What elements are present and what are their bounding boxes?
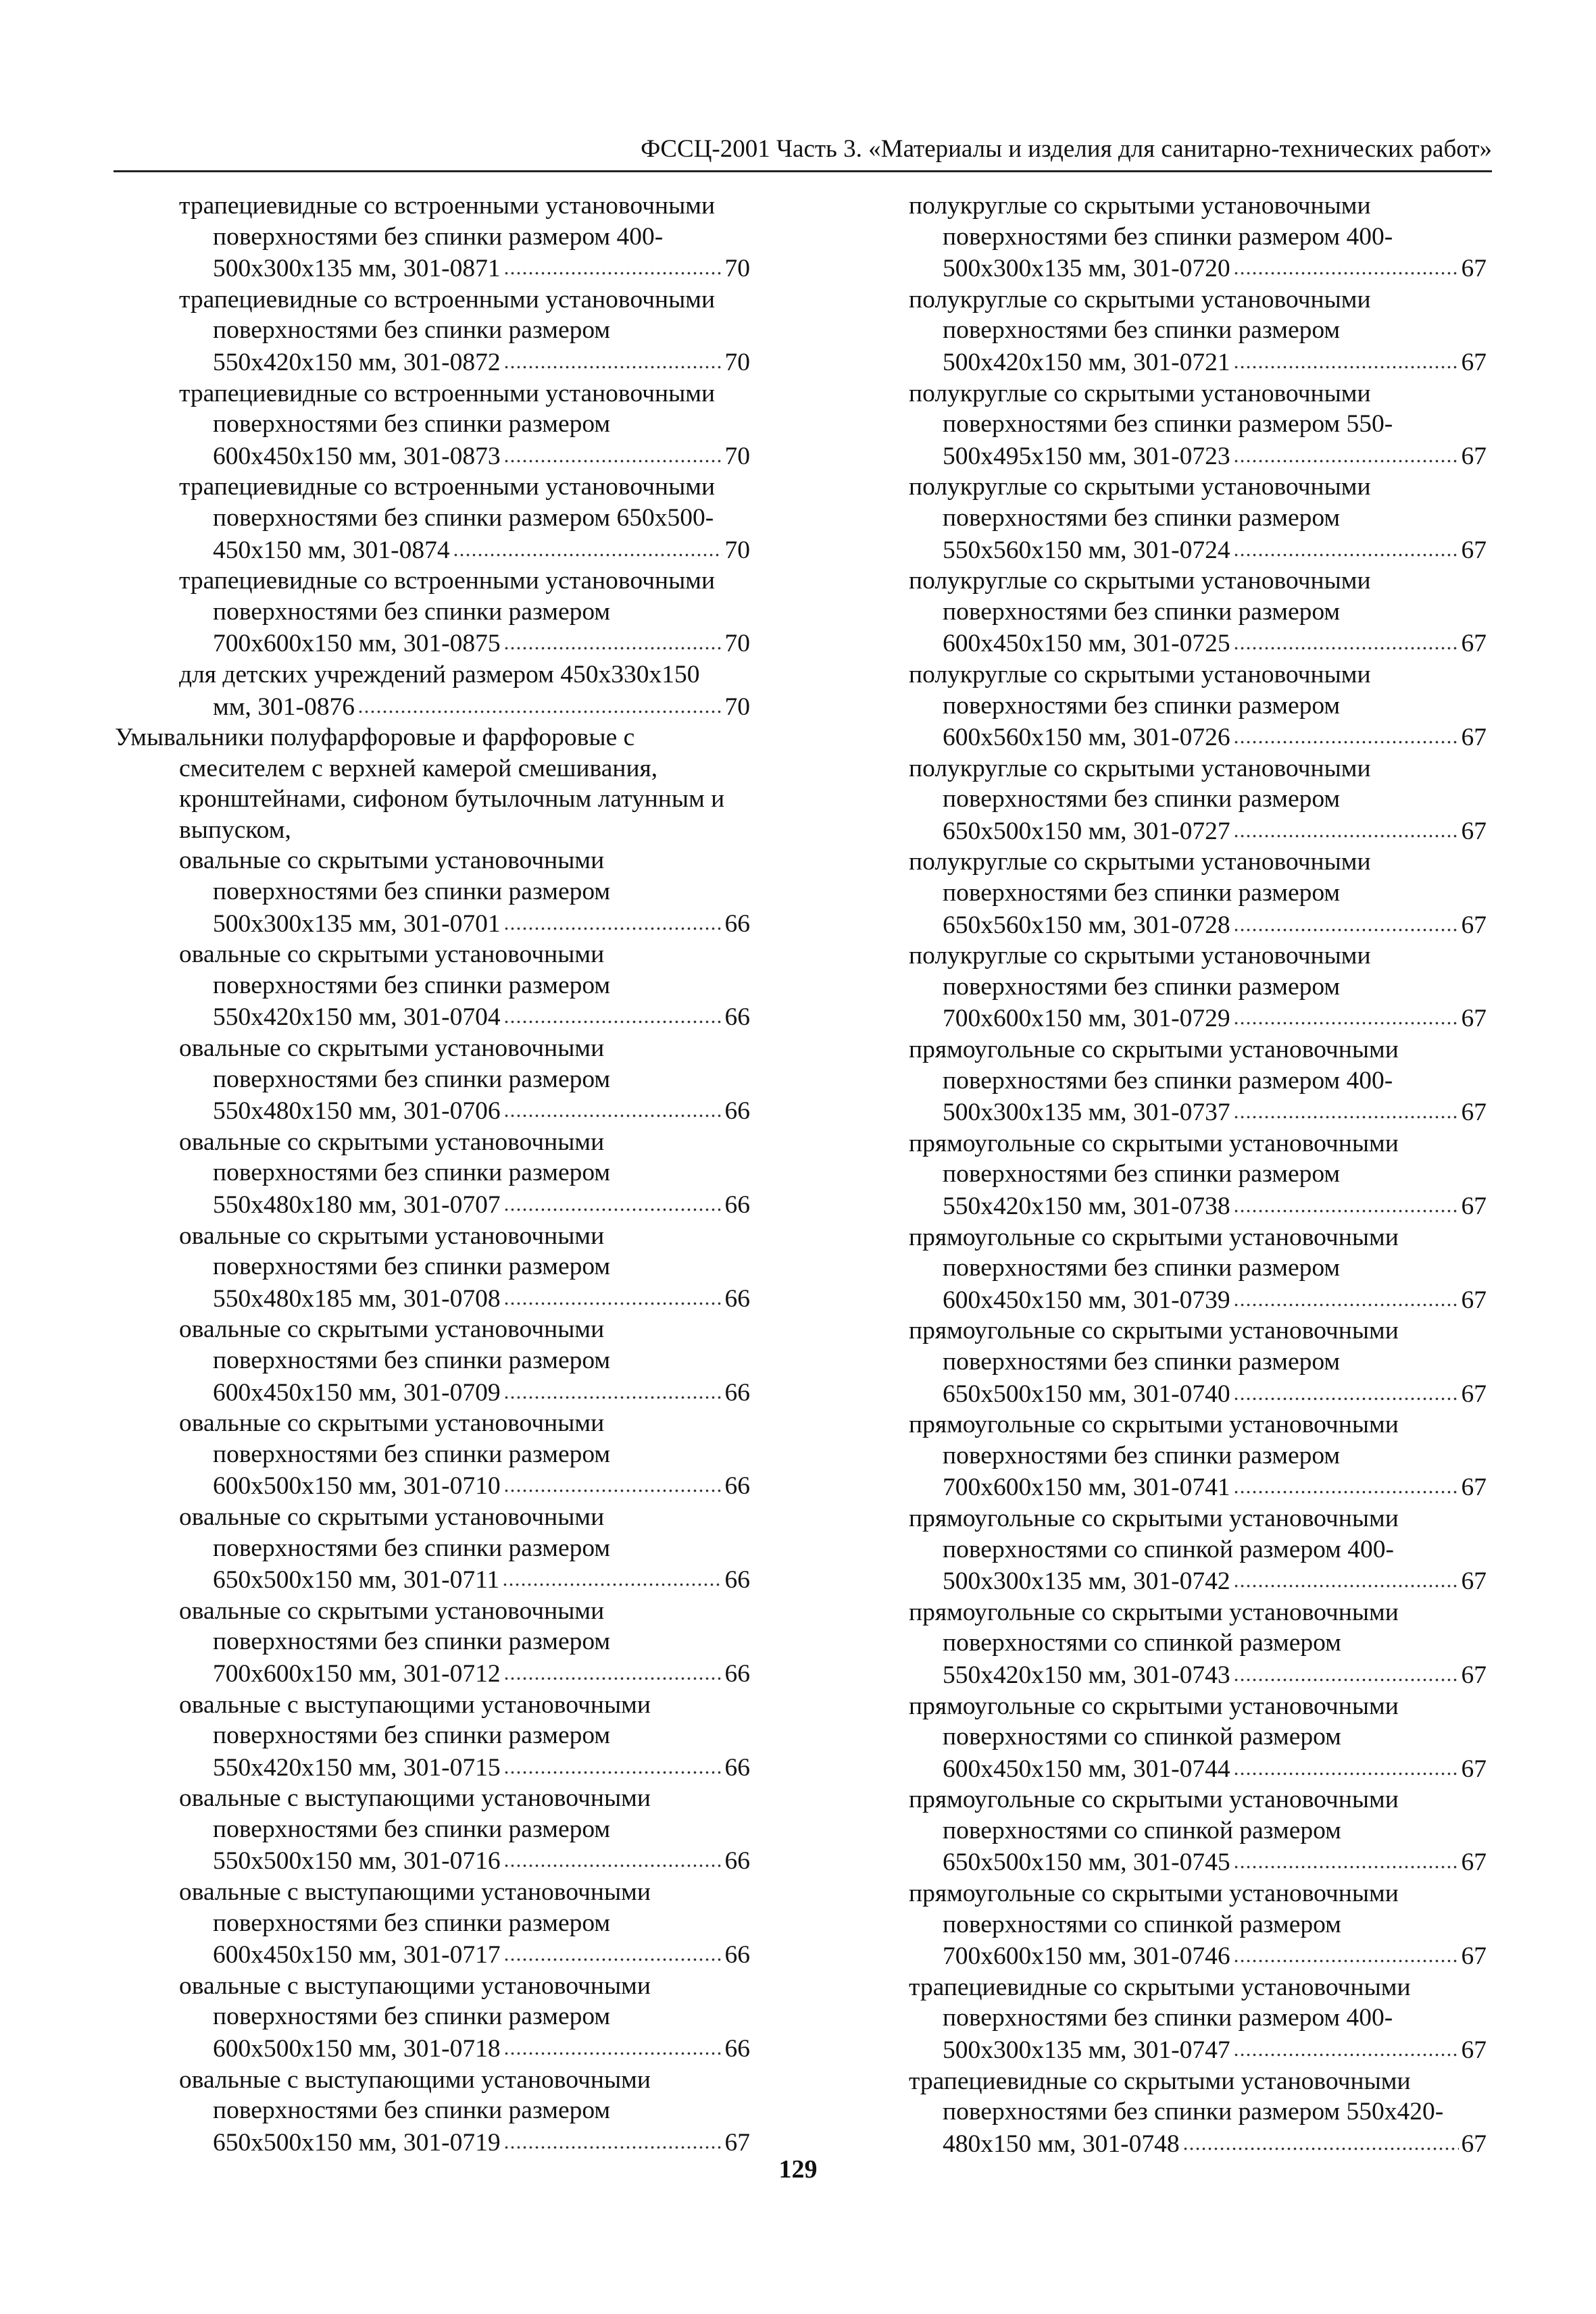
entry-line: поверхностями со спинкой размером (943, 1629, 1341, 1657)
entry-page-ref: 67 (1461, 1099, 1487, 1127)
entry-line: поверхностями без спинки размером (213, 1909, 611, 1937)
entry-line: 550x500x150 мм, 301-0716 (213, 1847, 501, 1876)
entry-line: 450x150 мм, 301-0874 (213, 536, 450, 564)
entry-last-line (179, 690, 750, 723)
entry-last-line (179, 346, 750, 378)
entry-last-line (179, 2032, 750, 2065)
entry-line: 650x560x150 мм, 301-0728 (943, 911, 1230, 939)
entry-line: овальные со скрытыми установочными (179, 1222, 605, 1250)
entry-line: поверхностями без спинки размером (213, 410, 611, 438)
entry-last-line (179, 627, 750, 659)
index-entry (115, 1971, 750, 2065)
entry-page-ref: 70 (724, 536, 750, 564)
entry-last-line (909, 1565, 1487, 1597)
entry-line: поверхностями без спинки размером (943, 1347, 1341, 1376)
entry-line: 600x560x150 мм, 301-0726 (943, 724, 1230, 752)
entry-line: трапециевидные со встроенными установочными (179, 473, 716, 501)
entry-line: трапециевидные со скрытыми установочными (909, 1973, 1411, 2001)
entry-page-ref: 67 (1461, 2036, 1487, 2065)
entry-line: 650x500x150 мм, 301-0727 (943, 817, 1230, 845)
index-entry (115, 845, 750, 939)
entry-last-line (909, 1940, 1487, 1972)
index-entry (909, 472, 1487, 565)
entry-line: полукруглые со скрытыми установочными (909, 285, 1371, 313)
index-entry (115, 1783, 750, 1877)
index-entry (115, 1596, 750, 1690)
entry-line: полукруглые со скрытыми установочными (909, 754, 1371, 782)
entry-line: поверхностями со спинкой размером 400- (943, 1535, 1394, 1563)
dot-leader (1233, 534, 1459, 558)
entry-line: 700x600x150 мм, 301-0746 (943, 1942, 1230, 1971)
entry-line: 600x450x150 мм, 301-0725 (943, 630, 1230, 658)
entry-line: полукруглые со скрытыми установочными (909, 942, 1371, 970)
entry-line: поверхностями без спинки размером (213, 1721, 611, 1750)
index-entry (115, 191, 750, 284)
dot-leader (1233, 909, 1459, 933)
entry-page-ref: 70 (724, 442, 750, 470)
index-entry (115, 284, 750, 378)
entry-last-line (909, 627, 1487, 659)
entry-line: поверхностями без спинки размером (213, 1628, 611, 1656)
dot-leader (503, 907, 722, 932)
entry-page-ref: 66 (724, 909, 750, 938)
entry-line: 500x420x150 мм, 301-0721 (943, 348, 1230, 376)
entry-line: 700x600x150 мм, 301-0712 (213, 1659, 501, 1688)
entry-line: поверхностями без спинки размером (213, 878, 611, 906)
entry-page-ref: 67 (1461, 536, 1487, 564)
entry-line: овальные со скрытыми установочными (179, 847, 605, 875)
entry-last-line (909, 346, 1487, 378)
entry-line: прямоугольные со скрытыми установочными (909, 1598, 1399, 1626)
dot-leader (1233, 1471, 1459, 1495)
entry-line: 550x480x185 мм, 301-0708 (213, 1284, 501, 1313)
dot-leader (503, 1095, 722, 1119)
entry-line: 500x300x135 мм, 301-0871 (213, 255, 501, 283)
entry-line: 550x420x150 мм, 301-0872 (213, 348, 501, 376)
entry-last-line (909, 1846, 1487, 1878)
entry-line: овальные со скрытыми установочными (179, 940, 605, 969)
group-heading-line: смесителем с верхней камерой смешивания, (179, 754, 658, 782)
index-entry (115, 1221, 750, 1315)
dot-leader (1233, 1659, 1459, 1683)
group-heading-line: Умывальники полуфарфоровые и фарфоровые с (115, 724, 635, 752)
dot-leader (503, 1376, 722, 1401)
index-entry (909, 659, 1487, 753)
entry-line: поверхностями без спинки размером (213, 2003, 611, 2031)
dot-leader (1233, 1284, 1459, 1308)
page-number: 129 (778, 2155, 818, 2184)
index-entry (909, 1222, 1487, 1316)
group-heading-line: выпуском, (179, 815, 291, 844)
entry-page-ref: 66 (724, 1097, 750, 1126)
entry-line: 600x450x150 мм, 301-0744 (943, 1755, 1230, 1783)
running-title: ФССЦ-2001 Часть 3. «Материалы и изделия для санитарно-технических работ» (641, 135, 1492, 163)
dot-leader (1233, 1378, 1459, 1402)
entry-line: овальные с выступающими установочными (179, 1878, 651, 1907)
entry-page-ref: 67 (1461, 1005, 1487, 1033)
entry-line: поверхностями без спинки размером (943, 785, 1341, 813)
entry-page-ref: 66 (724, 1566, 750, 1594)
dot-leader (503, 1938, 722, 1963)
entry-page-ref: 67 (724, 2128, 750, 2157)
entry-last-line (179, 1001, 750, 1033)
entry-line: прямоугольные со скрытыми установочными (909, 1880, 1399, 1908)
index-entry (115, 378, 750, 472)
entry-line: поверхностями со спинкой размером (943, 1910, 1341, 1938)
entry-line: трапециевидные со скрытыми установочными (909, 2067, 1411, 2095)
dot-leader (1233, 721, 1459, 745)
entry-page-ref: 66 (724, 1003, 750, 1032)
entry-line: поверхностями без спинки размером (213, 1159, 611, 1187)
index-entry (115, 565, 750, 659)
entry-page-ref: 66 (724, 1753, 750, 1782)
index-entry (909, 565, 1487, 659)
entry-line: 550x420x150 мм, 301-0704 (213, 1003, 501, 1032)
entry-line: 550x480x150 мм, 301-0706 (213, 1097, 501, 1126)
entry-line: овальные со скрытыми установочными (179, 1596, 605, 1625)
entry-last-line (909, 2034, 1487, 2066)
entry-page-ref: 66 (724, 1191, 750, 1219)
index-entry (909, 2066, 1487, 2160)
dot-leader (503, 1282, 722, 1307)
entry-line: для детских учреждений размером 450x330x150 (179, 660, 700, 688)
entry-last-line (179, 252, 750, 284)
entry-line: поверхностями без спинки размером 400- (213, 222, 664, 251)
entry-line: прямоугольные со скрытыми установочными (909, 1129, 1399, 1157)
entry-line: полукруглые со скрытыми установочными (909, 473, 1371, 501)
entry-page-ref: 66 (724, 1472, 750, 1501)
entry-line: 500x300x135 мм, 301-0701 (213, 909, 501, 938)
entry-line: 500x300x135 мм, 301-0742 (943, 1567, 1230, 1596)
index-entry (909, 1503, 1487, 1597)
entry-line: поверхностями без спинки размером (213, 1440, 611, 1468)
entry-line: 550x560x150 мм, 301-0724 (943, 536, 1230, 564)
entry-last-line (909, 1096, 1487, 1128)
entry-last-line (909, 721, 1487, 753)
entry-line: поверхностями без спинки размером (943, 503, 1341, 532)
index-entry (115, 1033, 750, 1127)
index-entry (909, 753, 1487, 847)
entry-page-ref: 66 (724, 1284, 750, 1313)
entry-last-line (909, 1190, 1487, 1222)
entry-last-line (909, 1002, 1487, 1034)
entry-page-ref: 66 (724, 1659, 750, 1688)
dot-leader (1233, 252, 1459, 276)
dot-leader (503, 440, 722, 464)
entry-page-ref: 67 (1461, 1286, 1487, 1314)
dot-leader (503, 1001, 722, 1025)
dot-leader (502, 1563, 722, 1588)
entry-line: поверхностями без спинки размером (213, 2096, 611, 2125)
entry-line: 650x500x150 мм, 301-0740 (943, 1380, 1230, 1408)
entry-line: трапециевидные со встроенными установочными (179, 567, 716, 595)
entry-page-ref: 67 (1461, 911, 1487, 939)
entry-line: прямоугольные со скрытыми установочными (909, 1411, 1399, 1439)
entry-last-line (909, 252, 1487, 284)
index-entry (115, 1408, 750, 1502)
entry-page-ref: 67 (1461, 1755, 1487, 1783)
entry-line: трапециевидные со встроенными установочными (179, 285, 716, 313)
index-entry (909, 1034, 1487, 1128)
entry-line: мм, 301-0876 (213, 693, 355, 721)
index-entry (909, 1784, 1487, 1878)
entry-line: 500x300x135 мм, 301-0720 (943, 255, 1230, 283)
entry-line: поверхностями без спинки размером 550x420- (943, 2098, 1444, 2126)
index-entry (115, 1877, 750, 1971)
dot-leader (503, 627, 722, 651)
entry-line: поверхностями без спинки размером (943, 316, 1341, 345)
dot-leader (1233, 1002, 1459, 1026)
entry-last-line (179, 1282, 750, 1315)
entry-page-ref: 67 (1461, 817, 1487, 845)
index-entry (909, 1691, 1487, 1785)
entry-line: поверхностями без спинки размером (943, 1160, 1341, 1188)
entry-last-line (179, 1844, 750, 1877)
entry-page-ref: 67 (1461, 1380, 1487, 1408)
entry-last-line (909, 909, 1487, 941)
entry-line: поверхностями без спинки размером (943, 879, 1341, 907)
entry-line: полукруглые со скрытыми установочными (909, 848, 1371, 876)
entry-line: поверхностями без спинки размером (943, 972, 1341, 1001)
dot-leader (1233, 1846, 1459, 1870)
entry-line: полукруглые со скрытыми установочными (909, 192, 1371, 220)
entry-line: поверхностями без спинки размером (213, 1253, 611, 1281)
dot-leader (503, 1844, 722, 1869)
dot-leader (503, 2032, 722, 2057)
index-entry (909, 1972, 1487, 2066)
index-entry (115, 939, 750, 1033)
entry-line: поверхностями без спинки размером (943, 597, 1341, 626)
entry-line: 500x495x150 мм, 301-0723 (943, 442, 1230, 470)
entry-line: овальные с выступающими установочными (179, 1971, 651, 2000)
entry-line: 550x480x180 мм, 301-0707 (213, 1191, 501, 1219)
entry-line: прямоугольные со скрытыми установочными (909, 1036, 1399, 1064)
index-entry (909, 191, 1487, 284)
index-entry (909, 940, 1487, 1034)
entry-line: 650x500x150 мм, 301-0745 (943, 1848, 1230, 1877)
entry-line: поверхностями без спинки размером (943, 1441, 1341, 1469)
entry-line: поверхностями без спинки размером (213, 1065, 611, 1093)
dot-leader (503, 1657, 722, 1682)
entry-page-ref: 66 (724, 1941, 750, 1969)
entry-last-line (179, 907, 750, 940)
dot-leader (1233, 1940, 1459, 1964)
entry-line: овальные с выступающими установочными (179, 2065, 651, 2094)
dot-leader (453, 534, 722, 558)
entry-line: 700x600x150 мм, 301-0729 (943, 1005, 1230, 1033)
dot-leader (503, 346, 722, 370)
entry-line: поверхностями со спинкой размером (943, 1723, 1341, 1751)
entry-line: поверхностями без спинки размером (213, 971, 611, 999)
entry-line: овальные с выступающими установочными (179, 1690, 651, 1719)
entry-line: овальные со скрытыми установочными (179, 1315, 605, 1344)
entry-line: поверхностями со спинкой размером (943, 1816, 1341, 1844)
entry-line: прямоугольные со скрытыми установочными (909, 1317, 1399, 1345)
right-column (909, 191, 1487, 2159)
entry-line: 700x600x150 мм, 301-0741 (943, 1474, 1230, 1502)
entry-line: поверхностями без спинки размером (213, 1534, 611, 1562)
entry-line: прямоугольные со скрытыми установочными (909, 1504, 1399, 1532)
index-entry (909, 1128, 1487, 1222)
entry-last-line (179, 1469, 750, 1502)
entry-line: 480x150 мм, 301-0748 (943, 2130, 1180, 2158)
dot-leader (1233, 440, 1459, 464)
entry-last-line (179, 1938, 750, 1971)
entry-line: поверхностями без спинки размером (213, 1815, 611, 1843)
entry-line: поверхностями без спинки размером 650x500- (213, 503, 714, 532)
entry-page-ref: 67 (1461, 1192, 1487, 1220)
entry-page-ref: 67 (1461, 1848, 1487, 1877)
entry-line: овальные со скрытыми установочными (179, 1503, 605, 1531)
entry-line: поверхностями без спинки размером (213, 597, 611, 626)
group-heading (115, 722, 750, 845)
entry-line: прямоугольные со скрытыми установочными (909, 1223, 1399, 1251)
dot-leader (1182, 2128, 1459, 2152)
dot-leader (503, 1751, 722, 1776)
entry-page-ref: 67 (1461, 1474, 1487, 1502)
entry-line: 650x500x150 мм, 301-0711 (213, 1566, 500, 1594)
entry-line: поверхностями без спинки размером 400- (943, 222, 1393, 251)
entry-page-ref: 67 (1461, 1942, 1487, 1971)
entry-last-line (179, 1563, 750, 1596)
entry-line: 600x450x150 мм, 301-0717 (213, 1941, 501, 1969)
index-entry (115, 472, 750, 565)
entry-line: овальные с выступающими установочными (179, 1784, 651, 1813)
entry-line: 500x300x135 мм, 301-0747 (943, 2036, 1230, 2065)
entry-line: 600x500x150 мм, 301-0718 (213, 2035, 501, 2063)
entry-line: полукруглые со скрытыми установочными (909, 379, 1371, 407)
entry-page-ref: 67 (1461, 1567, 1487, 1596)
index-entry (909, 378, 1487, 472)
entry-line: 550x420x150 мм, 301-0738 (943, 1192, 1230, 1220)
entry-last-line (179, 1751, 750, 1784)
index-entry (909, 1409, 1487, 1503)
entry-page-ref: 67 (1461, 2130, 1487, 2158)
dot-leader (357, 690, 722, 715)
entry-line: 600x450x150 мм, 301-0709 (213, 1378, 501, 1407)
entry-page-ref: 70 (724, 348, 750, 376)
entry-last-line (179, 440, 750, 472)
entry-line: поверхностями без спинки размером (213, 316, 611, 345)
entry-page-ref: 67 (1461, 724, 1487, 752)
dot-leader (1233, 815, 1459, 839)
dot-leader (1233, 1565, 1459, 1589)
entry-last-line (909, 1378, 1487, 1410)
entry-line: поверхностями без спинки размером 550- (943, 410, 1393, 438)
entry-page-ref: 70 (724, 693, 750, 721)
entry-last-line (909, 534, 1487, 566)
entry-page-ref: 67 (1461, 630, 1487, 658)
dot-leader (503, 1469, 722, 1494)
entry-line: полукруглые со скрытыми установочными (909, 567, 1371, 595)
dot-leader (1233, 2034, 1459, 2058)
entry-line: 550x420x150 мм, 301-0715 (213, 1753, 501, 1782)
dot-leader (503, 2126, 722, 2150)
entry-line: поверхностями без спинки размером (943, 691, 1341, 720)
entry-line: прямоугольные со скрытыми установочными (909, 1786, 1399, 1814)
entry-last-line (179, 1188, 750, 1221)
index-entry (115, 1690, 750, 1784)
dot-leader (1233, 627, 1459, 651)
entry-line: 600x450x150 мм, 301-0739 (943, 1286, 1230, 1314)
left-column (115, 191, 750, 2158)
entry-line: трапециевидные со встроенными установочными (179, 192, 716, 220)
entry-line: 650x500x150 мм, 301-0719 (213, 2128, 501, 2157)
index-entry (909, 1315, 1487, 1409)
dot-leader (1233, 1096, 1459, 1120)
entry-line: 700x600x150 мм, 301-0875 (213, 630, 501, 658)
entry-line: овальные со скрытыми установочными (179, 1034, 605, 1063)
entry-line: овальные со скрытыми установочными (179, 1409, 605, 1438)
entry-line: полукруглые со скрытыми установочными (909, 660, 1371, 688)
dot-leader (503, 252, 722, 276)
index-entry (115, 1127, 750, 1221)
entry-page-ref: 67 (1461, 1661, 1487, 1689)
dot-leader (503, 1188, 722, 1213)
entry-line: 600x500x150 мм, 301-0710 (213, 1472, 501, 1501)
index-entry (909, 1878, 1487, 1972)
dot-leader (1233, 1190, 1459, 1214)
index-entry (909, 847, 1487, 940)
entry-last-line (909, 815, 1487, 847)
entry-line: овальные со скрытыми установочными (179, 1128, 605, 1156)
entry-line: поверхностями без спинки размером 400- (943, 2004, 1393, 2032)
entry-page-ref: 66 (724, 1378, 750, 1407)
entry-last-line (179, 1657, 750, 1690)
index-entry (909, 1597, 1487, 1691)
entry-line: поверхностями без спинки размером 400- (943, 1066, 1393, 1095)
entry-line: 500x300x135 мм, 301-0737 (943, 1099, 1230, 1127)
entry-line: прямоугольные со скрытыми установочными (909, 1692, 1399, 1720)
index-entry (115, 1502, 750, 1596)
entry-last-line (179, 1376, 750, 1409)
group-heading-line: кронштейнами, сифоном бутылочным латунным и (179, 785, 725, 813)
entry-page-ref: 70 (724, 255, 750, 283)
entry-line: 550x420x150 мм, 301-0743 (943, 1661, 1230, 1689)
entry-last-line (179, 534, 750, 566)
entry-last-line (909, 1284, 1487, 1316)
index-entry (115, 659, 750, 722)
entry-last-line (909, 1659, 1487, 1691)
entry-last-line (909, 1753, 1487, 1785)
entry-last-line (179, 1095, 750, 1127)
index-entry (115, 1314, 750, 1408)
dot-leader (1233, 1753, 1459, 1777)
entry-page-ref: 67 (1461, 348, 1487, 376)
dot-leader (1233, 346, 1459, 370)
entry-page-ref: 67 (1461, 442, 1487, 470)
index-entry (909, 284, 1487, 378)
index-entry (115, 2065, 750, 2159)
entry-line: поверхностями без спинки размером (213, 1346, 611, 1374)
entry-line: поверхностями без спинки размером (943, 1254, 1341, 1282)
entry-page-ref: 67 (1461, 255, 1487, 283)
entry-page-ref: 70 (724, 630, 750, 658)
running-header (114, 128, 1492, 172)
entry-last-line (909, 440, 1487, 472)
entry-page-ref: 66 (724, 2035, 750, 2063)
entry-line: трапециевидные со встроенными установочными (179, 379, 716, 407)
entry-last-line (909, 1471, 1487, 1503)
entry-page-ref: 66 (724, 1847, 750, 1876)
entry-line: 600x450x150 мм, 301-0873 (213, 442, 501, 470)
